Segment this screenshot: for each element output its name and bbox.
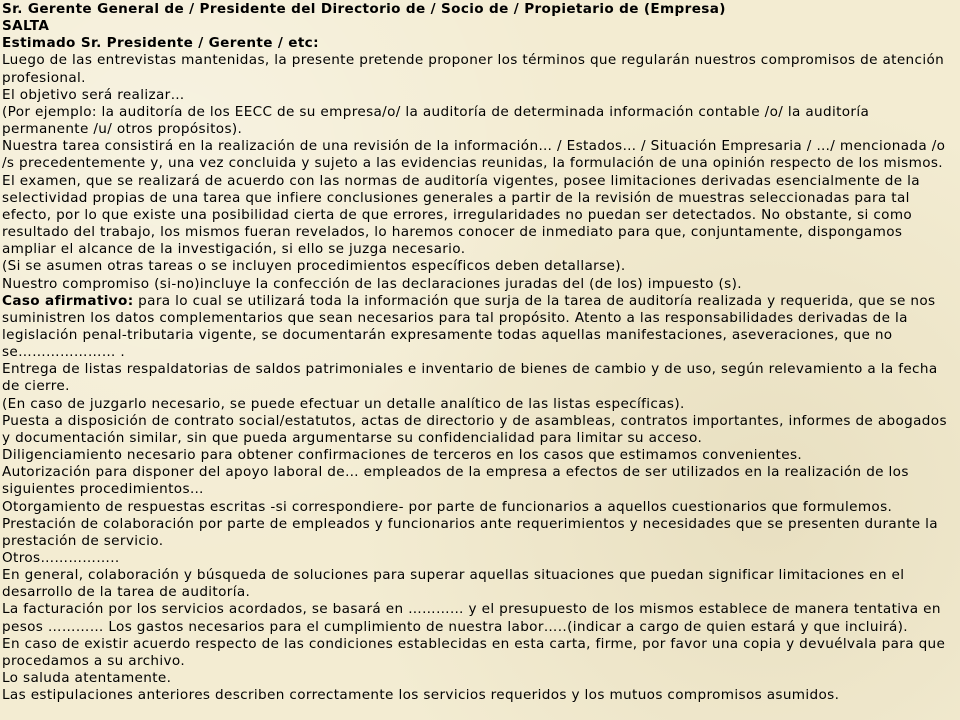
paragraph-written-answers: Otorgamiento de respuestas escritas -si correspondiere- por parte de funcionarios a aquellos cuestionarios que formulemos.: [2, 498, 893, 515]
paragraph-acceptance: Las estipulaciones anteriores describen correctamente los servicios requeridos y los mutuos compromisos asumidos.: [2, 687, 840, 704]
paragraph-lists: Entrega de listas respaldatorias de saldos patrimoniales e inventario de bienes de cambio y de uso, según relevamiento a la fecha de cierre.: [2, 361, 938, 395]
paragraph-agreement: En caso de existir acuerdo respecto de las condiciones establecidas en esta carta, firme, por favor una copia y devuélvala para que procedamos a su archivo.: [2, 635, 946, 669]
affirmative-case-label: Caso afirmativo:: [2, 292, 134, 309]
recipient-city: SALTA: [2, 18, 50, 35]
paragraph-commitment: Nuestro compromiso (si-no)incluye la confección de las declaraciones juradas del (de los) impuesto (s).: [2, 275, 742, 292]
paragraph-example: (Por ejemplo: la auditoría de los EECC de su empresa/o/ la auditoría de determinada información contable /o/ la auditoría permanente /u/ otros propósitos).: [2, 103, 870, 138]
paragraph-exam: El examen, que se realizará de acuerdo con las normas de auditoría vigentes, posee limitaciones derivadas esencialmente de la selectividad propias de una tarea que infiere conclusiones generales a partir de la revisión de muestras seleccionadas para tal efecto, por lo que existe una posibilidad cierta de que errores, irregularidades no puedan ser detectados. No obstante, si como resultado del trabajo, los mismos fueran revelados, lo haremos conocer de inmediato para que, conjuntamente, dispongamos ampliar el alcance de la investigación, si ello se juzga necesario.: [2, 172, 920, 258]
paragraph-confirmations: Diligenciamiento necesario para obtener confirmaciones de terceros en los casos que estimamos convenientes.: [2, 447, 803, 464]
paragraph-task: Nuestra tarea consistirá en la realización de una revisión de la información… / Estados… / Situación Empresaria / …/ mencionada /o /s precedentemente y, una vez concluida y sujeto a las evidencias reunidas, la formulación de una opinión respecto de los mismos.: [2, 138, 946, 172]
paragraph-other-tasks: (Si se asumen otras tareas o se incluyen procedimientos específicos deben detallarse).: [2, 258, 626, 275]
paragraph-lists-detail: (En caso de juzgarlo necesario, se puede efectuar un detalle analítico de las listas específicas).: [2, 395, 685, 412]
paragraph-collaboration: Prestación de colaboración por parte de empleados y funcionarios ante requerimientos y necesidades que se presenten durante la prestación de servicio.: [2, 515, 938, 549]
salutation: Estimado Sr. Presidente / Gerente / etc:: [2, 35, 319, 52]
paragraph-authorization: Autorización para disponer del apoyo laboral de… empleados de la empresa a efectos de ser utilizados en la realización de los siguientes procedimientos…: [2, 464, 909, 498]
recipient-line: Sr. Gerente General de / Presidente del Directorio de / Socio de / Propietario de (Empresa): [2, 1, 726, 17]
paragraph-general: En general, colaboración y búsqueda de soluciones para superar aquellas situaciones que puedan significar limitaciones en el desarrollo de la tarea de auditoría.: [2, 567, 905, 601]
closing: Lo saluda atentamente.: [2, 670, 172, 687]
paragraph-objective: El objetivo será realizar…: [2, 86, 185, 103]
paragraph-documents: Puesta a disposición de contrato social/estatutos, actas de directorio y de asambleas, contratos importantes, informes de abogados y documentación similar, sin que pueda argumentarse su confidencialidad para limitar su acceso.: [2, 412, 947, 446]
paragraph-affirmative-case: [2, 293, 954, 362]
paragraph-others: Otros……………..: [2, 550, 120, 566]
affirmative-case-text: para lo cual se utilizará toda la información que surja de la tarea de auditoría realizada y requerida, que se nos suministren los datos complementarios que sean necesarios para tal propósito. Atento a las responsabilidades derivadas de la legislación penal-tributaria vigente, se documentarán expresamente todas aquellas manifestaciones, aseveraciones, que no se………………… .: [2, 292, 936, 361]
paragraph-intro: Luego de las entrevistas mantenidas, la presente pretende proponer los términos que regularán nuestros compromisos de atención profesional.: [2, 52, 945, 86]
paragraph-billing: La facturación por los servicios acordados, se basará en ………… y el presupuesto de los mismos establece de manera tentativa en pesos ………… Los gastos necesarios para el cumplimiento de nuestra labor…..(indicar a cargo de quien estará y que incluirá).: [2, 601, 941, 635]
